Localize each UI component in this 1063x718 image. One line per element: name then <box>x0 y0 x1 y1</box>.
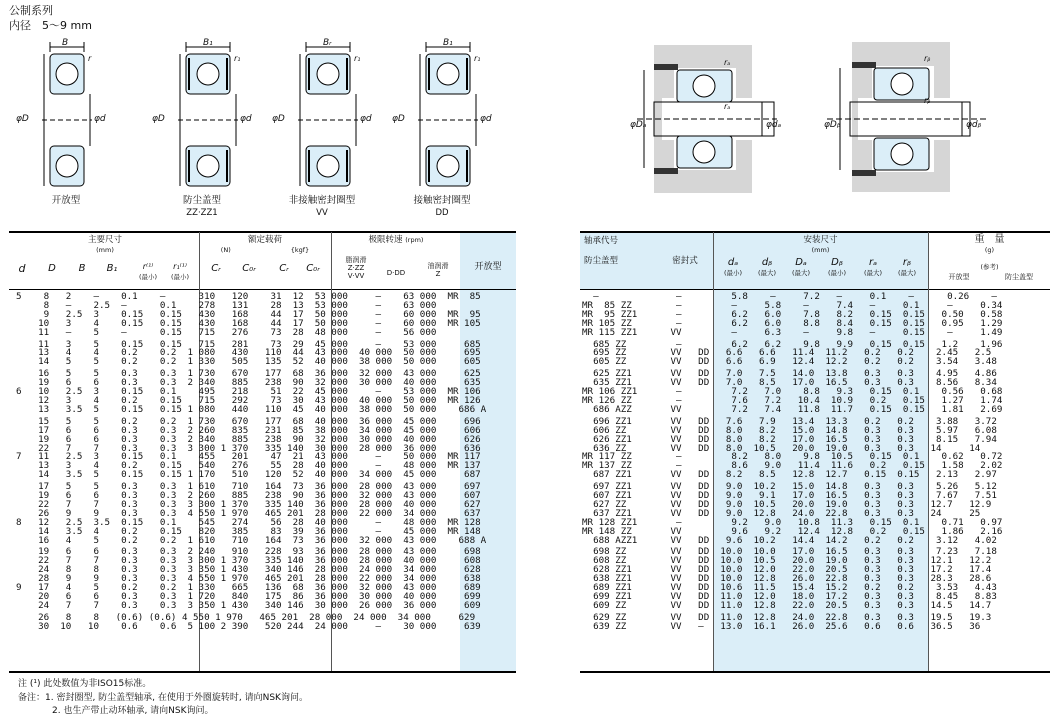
mounting-diagram-b <box>822 40 992 200</box>
da-head: dₐ (最小) <box>723 257 743 277</box>
right-data-table <box>580 293 1015 632</box>
C0r-head: C₀ᵣ <box>242 263 256 274</box>
row-cells: 8 12 2.5 3.5 0.15 0.1 545 274 56 28 40 000 – 48 000 MR 128 <box>16 516 481 528</box>
row-cells: 19 6 6 0.3 0.3 2 240 910 228 93 36 000 28 000 43 000 698 <box>16 546 481 558</box>
row-cells: 636 ZZ VV DD 8.0 10.5 20.0 19.0 0.3 0.3 14 14 <box>582 442 1003 454</box>
row-cells: 688 AZZ1 VV DD 9.6 10.2 14.4 14.2 0.2 0.2 3.12 4.02 <box>582 534 1003 546</box>
row-cells: 608 ZZ VV DD 10.0 10.5 20.0 19.0 0.3 0.3 12.1 12.2 <box>582 555 1003 567</box>
row-cells: 17 5 5 0.3 0.3 1 610 710 164 73 36 000 28 000 43 000 697 <box>16 481 481 493</box>
row-cells: 625 ZZ1 VV DD 7.0 7.5 14.0 13.8 0.3 0.3 4.95 4.86 <box>582 368 1003 380</box>
row-cells: 6 10 2.5 3 0.15 0.1 495 218 51 22 45 000 – 53 000 MR 106 <box>16 386 481 398</box>
caption-code: ZZ·ZZ1 <box>186 208 218 218</box>
Cr2-head: Cᵣ <box>279 263 289 274</box>
row-cells: 28 9 9 0.3 0.3 4 550 1 970 465 201 28 000 22 000 34 000 638 <box>16 573 481 585</box>
weight-shield-head: 防尘盖型 <box>1005 273 1033 281</box>
row-cells: 12 3 4 0.2 0.15 715 292 73 30 43 000 40 000 50 000 MR 126 <box>16 394 481 406</box>
width-label: B₁ <box>203 38 213 48</box>
ra-label-2: rₐ <box>724 102 731 111</box>
bearing-type-caption <box>6 195 126 207</box>
table-row <box>14 471 488 480</box>
row-cells: 638 ZZ1 VV DD 10.0 12.8 26.0 22.8 0.3 0.3 28.3 28.6 <box>582 573 1003 585</box>
row-cells: MR 95 ZZ1 – 6.2 6.0 7.8 8.2 0.15 0.15 0.50 0.58 <box>582 308 1008 320</box>
row-cells: 629 ZZ VV DD 11.0 12.8 24.0 22.8 0.3 0.3 19.5 19.3 <box>582 611 1003 623</box>
caption-text: 非接触密封圈型 <box>288 195 356 206</box>
seal-head: 密封式 <box>672 256 698 266</box>
row-cells: MR 137 ZZ – 8.6 9.0 11.4 11.6 0.2 0.15 1.58 2.02 <box>582 460 1008 472</box>
oil-head: 油润滑 Z <box>427 262 449 278</box>
row-cells: 14 3.5 4 0.2 0.15 820 385 83 39 36 000 – 45 000 MR 148 <box>16 525 481 537</box>
row-cells: 16 4 5 0.2 0.2 1 610 710 164 73 36 000 32 000 43 000 688 A <box>16 534 487 546</box>
Cr-head: Cᵣ <box>211 263 221 274</box>
row-cells: MR 105 ZZ – 6.2 6.0 8.8 8.4 0.15 0.15 0.95 1.29 <box>582 317 1008 329</box>
row-cells: 685 ZZ – 6.2 6.2 9.8 9.9 0.15 0.15 1.2 1.96 <box>582 338 1008 350</box>
B-head: B <box>78 263 86 274</box>
row-cells: 635 ZZ1 VV DD 7.0 8.5 17.0 16.5 0.3 0.3 8.56 8.34 <box>582 377 1003 389</box>
row-cells: – – 5.8 – 7.2 – 0.1 – 0.26 – <box>582 291 1014 302</box>
load-head: 额定载荷 (N) {kgf} <box>220 235 310 254</box>
row-cells: MR 128 ZZ1 – 9.2 9.0 10.8 11.3 0.15 0.1 0.71 0.97 <box>582 516 1008 528</box>
db-label: φdᵦ <box>966 120 982 130</box>
Da-label: φDₐ <box>630 120 647 130</box>
row-cells: 605 ZZ VV DD 6.6 6.9 12.4 12.2 0.2 0.2 3.54 3.48 <box>582 356 1003 368</box>
row-cells: 627 ZZ VV DD 9.0 10.5 20.0 19.0 0.3 0.3 12.7 12.9 <box>582 498 1003 510</box>
row-cells: 26 9 9 0.3 0.3 4 550 1 970 465 201 28 000 22 000 34 000 637 <box>16 507 481 519</box>
weight-open-head: 开放型 <box>948 273 970 281</box>
row-cells: 9 17 4 5 0.2 0.2 1 330 665 136 68 36 000 32 000 43 000 689 <box>16 582 481 594</box>
row-cells: 11 3 5 0.15 0.15 715 281 73 29 45 000 – 53 000 685 <box>16 338 481 350</box>
db-head: dᵦ (最大) <box>757 257 777 277</box>
row-cells: 11 – 5 – 0.15 715 276 73 28 48 000 – 56 000 <box>16 326 481 338</box>
bore-range: 内径 5～9 mm <box>9 19 92 32</box>
weight-ref: (参考) <box>980 263 999 271</box>
ra-head: rₐ (最大) <box>863 257 883 277</box>
table-row <box>580 329 1015 338</box>
grease-head: 脂润滑 Z·ZZ V·VV <box>345 256 367 280</box>
rb-label: rᵦ <box>924 54 931 63</box>
bearing-diagram-3 <box>272 40 382 190</box>
dd-head: D·DD <box>386 269 406 277</box>
bearing-type-caption <box>262 195 382 219</box>
table-row <box>14 406 488 415</box>
left-bottom-rule <box>9 671 516 673</box>
row-cells: 8 – 2.5 – 0.1 278 131 28 13 53 000 – 63 000 <box>16 299 481 311</box>
row-cells: 20 6 6 0.3 0.3 1 720 840 175 86 36 000 30 000 40 000 699 <box>16 591 481 602</box>
right-bottom-rule <box>580 671 1050 673</box>
table-row <box>14 329 488 338</box>
row-cells: 699 ZZ1 VV DD 11.0 12.0 18.0 17.2 0.3 0.3 8.45 8.83 <box>582 591 1003 602</box>
row-cells: MR 85 ZZ – – 5.8 – 7.4 – 0.1 – 0.34 <box>582 299 1008 311</box>
series-title: 公制系列 <box>9 4 53 17</box>
table-row <box>580 471 1015 480</box>
row-cells: 637 ZZ1 VV DD 9.0 12.8 24.0 22.8 0.3 0.3 24 25 <box>582 507 1003 519</box>
row-cells: MR 126 ZZ – 7.6 7.2 10.4 10.9 0.2 0.15 1.27 1.74 <box>582 394 1008 406</box>
row-cells: 10 3 4 0.15 0.15 430 168 44 17 50 000 – 60 000 MR 105 <box>16 317 481 329</box>
table-row <box>14 623 488 632</box>
rb-head: rᵦ (最大) <box>897 257 917 277</box>
row-cells: 19 6 6 0.3 0.3 2 340 885 238 90 32 000 30 000 40 000 635 <box>16 377 481 389</box>
r-label: r₁ <box>234 54 241 63</box>
C0r2-head: C₀ᵣ <box>306 263 320 274</box>
da-label: φdₐ <box>766 120 782 130</box>
row-cells: 14 3.5 5 0.15 0.15 1 170 510 120 52 40 000 34 000 45 000 687 <box>16 469 481 481</box>
Db-label: φDᵦ <box>824 120 841 130</box>
shield-head: 防尘盖型 <box>584 256 619 266</box>
bearing-type-caption <box>142 195 262 219</box>
row-cells: 13 4 4 0.2 0.2 1 080 430 110 44 43 000 40 000 50 000 695 <box>16 347 481 359</box>
row-cells: 19 6 6 0.3 0.3 2 260 885 238 90 36 000 32 000 43 000 607 <box>16 490 481 502</box>
bore-dia-label: φd <box>480 114 492 124</box>
r-label: r₁ <box>354 54 361 63</box>
table-row <box>580 406 1015 415</box>
row-cells: 626 ZZ1 VV DD 8.0 8.2 17.0 16.5 0.3 0.3 8.15 7.94 <box>582 433 1003 445</box>
note-1: 注 (¹) 此处数值为非ISO15标准。 <box>18 679 152 689</box>
row-cells: 9 2.5 3 0.15 0.15 430 168 44 17 50 000 – 60 000 MR 95 <box>16 308 481 320</box>
row-cells: 15 5 5 0.2 0.2 1 730 670 177 68 40 000 36 000 45 000 696 <box>16 415 481 427</box>
table-row <box>580 537 1015 546</box>
table-row <box>580 358 1015 367</box>
outer-dia-label: φD <box>392 114 405 124</box>
mount-head: 安装尺寸 (mm) <box>803 235 838 254</box>
row-cells: 30 10 10 0.6 0.6 5 100 2 390 520 244 24 000 – 30 000 639 <box>16 620 481 632</box>
outer-dia-label: φD <box>16 114 29 124</box>
caption-code: DD <box>435 208 449 218</box>
width-label: B₁ <box>443 38 453 48</box>
Da-head: Dₐ (最大) <box>791 257 811 277</box>
width-label: Bᵣ <box>323 38 332 48</box>
row-cells: MR 106 ZZ1 – 7.2 7.0 8.8 9.3 0.15 0.1 0.56 0.68 <box>582 386 1008 398</box>
row-cells: 689 ZZ1 VV DD 10.6 11.5 15.4 15.2 0.2 0.2 3.53 4.43 <box>582 582 1003 594</box>
left-top-rule <box>9 231 516 233</box>
row-cells: 16 5 5 0.3 0.3 1 730 670 177 68 36 000 32 000 43 000 625 <box>16 368 481 380</box>
row-cells: 24 7 7 0.3 0.3 3 350 1 430 340 146 30 000 26 000 36 000 609 <box>16 599 481 611</box>
open-type-head: 开放型 <box>474 262 502 272</box>
row-cells: 628 ZZ1 VV DD 10.0 12.0 22.0 20.5 0.3 0.3 17.2 17.4 <box>582 564 1003 576</box>
row-cells: 609 ZZ VV DD 11.0 12.8 22.0 20.5 0.3 0.3 14.5 14.7 <box>582 599 1003 611</box>
row-cells: 697 ZZ1 VV DD 9.0 10.2 15.0 14.8 0.3 0.3 5.26 5.12 <box>582 481 1003 493</box>
bearing-diagram-2 <box>152 40 262 190</box>
rb-label-2: rᵦ <box>924 96 931 105</box>
Db-head: Dᵦ (最小) <box>827 257 847 277</box>
caption-text: 防尘盖型 <box>182 195 221 206</box>
weight-head: 重 量 (g) <box>974 234 1005 254</box>
bearing-type-caption <box>382 195 502 219</box>
code-head: 轴承代号 <box>584 236 619 246</box>
note-2: 备注：1. 密封圈型, 防尘盖型轴承, 在使用于外圈旋转时, 请向NSK询问。 <box>18 693 308 703</box>
row-cells: 5 8 2 – 0.1 – 310 120 31 12 53 000 – 63 000 MR 85 <box>16 291 481 302</box>
r-label: r₁ <box>474 54 481 63</box>
right-head-rule <box>580 289 1050 290</box>
r1-head: r₁⁽¹⁾ (最小) <box>170 262 190 281</box>
row-cells: 696 ZZ1 VV DD 7.6 7.9 13.4 13.3 0.2 0.2 3.88 3.72 <box>582 415 1003 427</box>
r-head: r⁽¹⁾ (最小) <box>138 262 158 281</box>
row-cells: 24 8 8 0.3 0.3 3 350 1 430 340 146 28 000 24 000 34 000 628 <box>16 564 481 576</box>
d-head: d <box>18 262 26 275</box>
ra-label: rₐ <box>724 58 731 67</box>
row-cells: 698 ZZ VV DD 10.0 10.0 17.0 16.5 0.3 0.3 7.23 7.18 <box>582 546 1003 558</box>
row-cells: 22 7 7 0.3 0.3 3 300 1 370 335 140 36 000 28 000 40 000 608 <box>16 555 481 567</box>
row-cells: 19 6 6 0.3 0.3 2 340 885 238 90 32 000 30 000 40 000 626 <box>16 433 481 445</box>
row-cells: 13 3 4 0.2 0.15 540 276 55 28 40 000 – 48 000 MR 137 <box>16 460 481 472</box>
row-cells: 14 5 5 0.2 0.2 1 330 505 135 52 40 000 38 000 50 000 605 <box>16 356 481 368</box>
speed-head: 极限转速 (rpm) <box>368 235 424 245</box>
row-cells: 22 7 7 0.3 0.3 3 300 1 370 335 140 36 000 28 000 40 000 627 <box>16 498 481 510</box>
table-row <box>580 602 1015 611</box>
caption-text: 接触密封圈型 <box>413 195 471 206</box>
caption-code: VV <box>316 208 328 218</box>
bore-dia-label: φd <box>94 114 106 124</box>
table-row <box>14 602 488 611</box>
row-cells: 13 3.5 5 0.15 0.15 1 080 440 110 45 40 000 38 000 50 000 686 A <box>16 403 487 415</box>
row-cells: 607 ZZ1 VV DD 9.0 9.1 17.0 16.5 0.3 0.3 7.67 7.51 <box>582 490 1003 502</box>
right-top-rule <box>580 231 1050 233</box>
bore-dia-label: φd <box>240 114 252 124</box>
table-row <box>580 623 1015 632</box>
left-head-rule <box>9 289 516 290</box>
bearing-diagram-1 <box>16 40 126 190</box>
row-cells: 606 ZZ VV DD 8.0 8.2 15.0 14.8 0.3 0.3 5.97 6.08 <box>582 424 1003 436</box>
row-cells: 7 11 2.5 3 0.15 0.1 455 201 47 21 43 000 – 50 000 MR 117 <box>16 451 481 463</box>
width-label: B <box>62 38 69 48</box>
table-row <box>14 537 488 546</box>
B1-head: B₁ <box>106 263 118 274</box>
bearing-diagram-4 <box>392 40 502 190</box>
row-cells: 639 ZZ VV – 13.0 16.1 26.0 25.6 0.6 0.6 36.5 36 <box>582 620 1003 632</box>
row-cells: MR 117 ZZ – 8.2 8.0 9.8 10.5 0.15 0.1 0.62 0.72 <box>582 451 1008 463</box>
row-cells: 17 6 6 0.3 0.3 2 260 835 231 85 38 000 34 000 45 000 606 <box>16 424 481 436</box>
left-data-table <box>14 293 488 632</box>
outer-dia-label: φD <box>272 114 285 124</box>
row-cells: 686 AZZ VV 7.2 7.4 11.8 11.7 0.15 0.15 1.81 2.69 <box>582 403 1008 415</box>
caption-text: 开放型 <box>51 195 81 206</box>
D-head: D <box>48 263 56 274</box>
row-cells: 22 7 7 0.3 0.3 3 300 1 370 335 140 30 000 28 000 36 000 636 <box>16 442 481 454</box>
row-cells: MR 148 ZZ VV 9.6 9.2 12.4 12.8 0.2 0.15 1.86 2.16 <box>582 525 1008 537</box>
bore-dia-label: φd <box>360 114 372 124</box>
row-cells: MR 115 ZZ1 VV – 6.3 – 9.8 – 0.15 – 1.49 <box>582 326 1008 338</box>
row-cells: 695 ZZ VV DD 6.6 6.6 11.4 11.2 0.2 0.2 2.45 2.5 <box>582 347 1003 359</box>
outer-dia-label: φD <box>152 114 165 124</box>
mounting-diagram-a <box>632 40 782 200</box>
r-label: r <box>88 54 92 63</box>
note-3: 2. 也生产带止动环轴承, 请向NSK询问。 <box>52 706 214 716</box>
row-cells: 26 8 8 (0.6) (0.6) 4 550 1 970 465 201 28 000 24 000 34 000 629 <box>16 611 476 623</box>
row-cells: 687 ZZ1 VV DD 8.2 8.5 12.8 12.7 0.15 0.15 2.13 2.97 <box>582 469 1003 481</box>
main-dims-head: 主要尺寸 (mm) <box>87 235 122 254</box>
table-row <box>14 358 488 367</box>
